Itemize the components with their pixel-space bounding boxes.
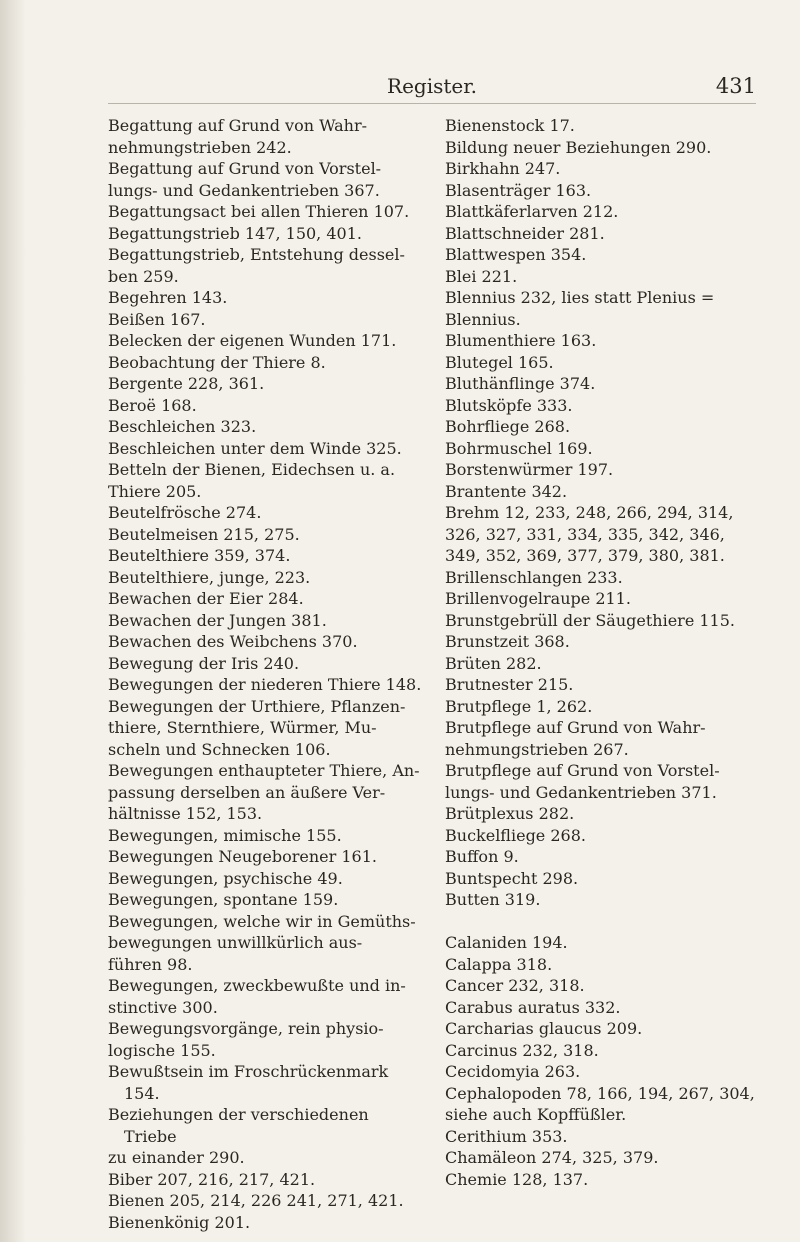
index-entry-line: Brutpflege 1, 262. [445, 696, 593, 716]
index-entry [445, 932, 761, 954]
index-entry [108, 889, 424, 911]
index-entry [445, 1040, 761, 1062]
index-entry-line [461, 911, 761, 933]
index-entry-line: Brillenvogelraupe 211. [445, 589, 631, 608]
index-entry-line: Bienen 205, 214, 226 241, 271, 421. [108, 1191, 404, 1210]
index-entry [445, 717, 761, 760]
index-entry [108, 846, 424, 868]
index-entry-line: Birkhahn 247. [445, 159, 561, 178]
index-entry [445, 567, 761, 589]
index-entry-line: Brutpflege auf Grund von Wahr- [445, 718, 706, 737]
index-entry [108, 588, 424, 610]
index-entry [108, 1061, 424, 1104]
index-entry [445, 1147, 761, 1169]
index-entry-line: Carcinus 232, 318. [445, 1040, 599, 1060]
index-entry-line: Bewegungen, mimische 155. [108, 825, 342, 845]
index-entry-line: Brantente 342. [445, 481, 568, 501]
index-entry [108, 975, 424, 1018]
index-entry-line: Blennius. [445, 309, 521, 329]
index-entry [445, 459, 761, 481]
index-entry-line: Beißen 167. [108, 309, 206, 329]
index-column-left [108, 115, 424, 1233]
index-entry-line: Brillenschlangen 233. [445, 567, 623, 587]
index-entry-line: lungs- und Gedankentrieben 371. [445, 782, 717, 802]
index-entry [108, 545, 424, 567]
index-entry [108, 524, 424, 546]
index-entry-line: Bewegungen, spontane 159. [108, 890, 339, 909]
index-entry [108, 352, 424, 374]
index-entry [445, 287, 761, 330]
index-entry [445, 158, 761, 180]
running-head: Register. [387, 74, 477, 98]
index-entry [108, 309, 424, 331]
index-entry-line: nehmungstrieben 242. [108, 137, 292, 157]
index-entry-line: lungs- und Gedankentrieben 367. [108, 180, 380, 200]
index-entry [108, 610, 424, 632]
index-entry-line: stinctive 300. [108, 997, 218, 1017]
index-entry [445, 115, 761, 137]
index-entry [108, 825, 424, 847]
index-entry-line: Buntspecht 298. [445, 868, 579, 888]
index-entry [108, 911, 424, 976]
index-entry [445, 588, 761, 610]
index-entry [108, 223, 424, 245]
index-entry-line: hältnisse 152, 153. [108, 804, 263, 823]
index-entry-line: Bewegungen Neugeborener 161. [108, 847, 377, 866]
index-entry [445, 1061, 761, 1083]
index-entry-line: Chemie 128, 137. [445, 1169, 589, 1189]
index-entry-line: Beutelthiere 359, 374. [108, 546, 291, 565]
index-entry [445, 180, 761, 202]
index-entry-line: Brütplexus 282. [445, 804, 575, 823]
index-entry-line: Beschleichen 323. [108, 417, 257, 436]
index-entry-line: Blasenträger 163. [445, 180, 592, 200]
index-entry [108, 158, 424, 201]
index-entry [445, 954, 761, 976]
index-entry-line: bewegungen unwillkürlich aus- [108, 933, 363, 952]
index-entry [445, 610, 761, 632]
index-entry [108, 287, 424, 309]
index-entry-line: Beziehungen der verschiedenen Triebe [108, 1105, 369, 1146]
index-entry-line: Beroë 168. [108, 395, 197, 415]
index-entry-line: Bewachen der Eier 284. [108, 589, 304, 608]
index-entry-line: führen 98. [108, 954, 193, 974]
index-entry [445, 1169, 761, 1191]
index-entry-line: Blattschneider 281. [445, 223, 605, 243]
index-entry-line: logische 155. [108, 1040, 216, 1060]
index-entry-line: Biber 207, 216, 217, 421. [108, 1169, 316, 1189]
index-entry-line: Bluthänflinge 374. [445, 374, 596, 393]
index-entry [445, 911, 761, 933]
index-entry [445, 1126, 761, 1148]
index-entry-line: 349, 352, 369, 377, 379, 380, 381. [445, 546, 725, 565]
index-entry-line: Bergente 228, 361. [108, 374, 265, 393]
index-entry-line: Borstenwürmer 197. [445, 460, 614, 479]
index-entry [445, 137, 761, 159]
index-entry-line: Begattungstrieb, Entstehung dessel- [108, 245, 405, 264]
index-entry-line: passung derselben an äußere Ver- [108, 782, 386, 802]
index-entry-line: Calappa 318. [445, 954, 553, 974]
index-entry [108, 115, 424, 158]
index-entry [445, 846, 761, 868]
index-entry-line: Bewegungen, zweckbewußte und in- [108, 976, 406, 995]
index-entry [445, 201, 761, 223]
index-entry [108, 201, 424, 223]
index-entry [108, 1104, 424, 1169]
index-entry [445, 502, 761, 567]
index-entry [445, 266, 761, 288]
index-entry-line: Beobachtung der Thiere 8. [108, 352, 326, 372]
index-entry-line: Bohrmuschel 169. [445, 438, 593, 458]
index-entry [108, 1212, 424, 1234]
index-entry [445, 1018, 761, 1040]
index-entry-line: Beutelthiere, junge, 223. [108, 567, 311, 587]
index-entry [108, 1169, 424, 1191]
index-entry-line: Brutpflege auf Grund von Vorstel- [445, 761, 720, 780]
index-entry-line: Blennius 232, lies statt Plenius = [445, 288, 715, 307]
index-entry [108, 330, 424, 352]
index-entry-line: Begattungstrieb 147, 150, 401. [108, 223, 362, 243]
index-entry-line: Bewachen der Jungen 381. [108, 610, 327, 630]
index-entry-line: Cerithium 353. [445, 1126, 568, 1146]
page-number: 431 [715, 74, 756, 98]
index-entry-line: Blei 221. [445, 266, 518, 286]
index-entry-line: Chamäleon 274, 325, 379. [445, 1148, 659, 1167]
index-entry-line: Cecidomyia 263. [445, 1062, 581, 1081]
index-entry [445, 997, 761, 1019]
index-entry-line: zu einander 290. [108, 1148, 245, 1167]
index-entry-line: Butten 319. [445, 890, 541, 909]
index-entry-line: Beutelfrösche 274. [108, 503, 262, 522]
index-entry-line: Thiere 205. [108, 481, 202, 501]
index-entry-line: Brunstzeit 368. [445, 632, 570, 651]
index-entry [445, 395, 761, 417]
index-entry [445, 803, 761, 825]
index-entry-line: Brutnester 215. [445, 675, 574, 694]
index-column-right [445, 115, 761, 1190]
index-entry-line: Buckelfliege 268. [445, 825, 586, 845]
index-entry-line: Belecken der eigenen Wunden 171. [108, 331, 397, 350]
index-entry [108, 395, 424, 417]
index-entry [445, 975, 761, 997]
index-entry-line: Bewegungen, psychische 49. [108, 868, 343, 888]
index-entry-line: Bienenstock 17. [445, 116, 575, 135]
index-entry [445, 868, 761, 890]
index-entry [108, 1190, 424, 1212]
index-entry-line: Buffon 9. [445, 847, 519, 866]
index-entry-line: Blumenthiere 163. [445, 331, 597, 350]
index-entry-line: 326, 327, 331, 334, 335, 342, 346, [445, 524, 725, 544]
index-entry-line: Bewegungen der Urthiere, Pflanzen- [108, 696, 406, 716]
index-entry [108, 416, 424, 438]
index-entry [108, 631, 424, 653]
index-entry [445, 330, 761, 352]
index-entry-line: Begattung auf Grund von Wahr- [108, 116, 368, 135]
index-entry [445, 760, 761, 803]
index-entry-line: Begattungsact bei allen Thieren 107. [108, 202, 410, 221]
index-entry [108, 438, 424, 460]
index-entry [445, 481, 761, 503]
index-entry-line: Bohrfliege 268. [445, 417, 571, 436]
index-entry [445, 352, 761, 374]
index-entry [445, 416, 761, 438]
index-entry [445, 373, 761, 395]
index-entry-line: Begattung auf Grund von Vorstel- [108, 159, 382, 178]
index-entry-line: Cancer 232, 318. [445, 976, 585, 995]
index-entry [445, 1083, 761, 1126]
index-entry [108, 653, 424, 675]
index-entry [108, 1018, 424, 1061]
page-header [108, 74, 756, 104]
index-entry-line: Bewachen des Weibchens 370. [108, 632, 358, 651]
header-rule [108, 103, 756, 104]
index-entry-line: Begehren 143. [108, 288, 228, 307]
index-entry [445, 889, 761, 911]
index-entry-line: Bienenkönig 201. [108, 1212, 251, 1232]
index-entry [108, 567, 424, 589]
index-entry-line: Brunstgebrüll der Säugethiere 115. [445, 610, 735, 630]
page-edge-shadow [0, 0, 26, 1242]
index-entry-line: siehe auch Kopffüßler. [445, 1105, 627, 1124]
index-entry-line: Brehm 12, 233, 248, 266, 294, 314, [445, 503, 734, 522]
index-entry [108, 868, 424, 890]
index-entry-line: Carabus auratus 332. [445, 997, 621, 1017]
index-entry-line: Bewegungsvorgänge, rein physio- [108, 1019, 384, 1038]
index-entry-line: Beschleichen unter dem Winde 325. [108, 438, 402, 458]
index-entry-line: Calaniden 194. [445, 933, 568, 952]
index-entry [445, 631, 761, 653]
index-entry-line: Bewegung der Iris 240. [108, 653, 300, 673]
index-entry [108, 459, 424, 502]
index-entry-line: Bildung neuer Beziehungen 290. [445, 137, 712, 157]
index-entry [108, 674, 424, 696]
index-entry-line: Blutsköpfe 333. [445, 395, 573, 415]
index-entry [108, 696, 424, 761]
index-entry-line: Bewegungen, welche wir in Gemüths- [108, 911, 416, 931]
index-entry-line: Blutegel 165. [445, 352, 554, 372]
index-entry [108, 373, 424, 395]
index-entry [445, 825, 761, 847]
index-entry [108, 760, 424, 825]
index-entry [445, 674, 761, 696]
index-entry [445, 696, 761, 718]
index-entry-line: Beutelmeisen 215, 275. [108, 524, 300, 544]
index-entry-line: ben 259. [108, 266, 179, 286]
index-entry-line: Blattkäferlarven 212. [445, 202, 619, 221]
index-entry-line: Bewußtsein im Froschrückenmark 154. [108, 1062, 389, 1103]
index-entry [445, 223, 761, 245]
index-entry-line: Carcharias glaucus 209. [445, 1019, 643, 1038]
index-entry-line: Betteln der Bienen, Eidechsen u. a. [108, 460, 396, 479]
index-entry-line: Blattwespen 354. [445, 245, 587, 264]
index-entry [445, 438, 761, 460]
index-entry-line: Bewegungen enthaupteter Thiere, An- [108, 761, 420, 780]
index-entry-line: nehmungstrieben 267. [445, 739, 629, 759]
index-entry-line: thiere, Sternthiere, Würmer, Mu- [108, 718, 377, 737]
index-entry [108, 244, 424, 287]
index-entry-line: scheln und Schnecken 106. [108, 739, 331, 759]
index-entry [445, 653, 761, 675]
index-entry-line: Cephalopoden 78, 166, 194, 267, 304, [445, 1083, 755, 1103]
index-entry [108, 502, 424, 524]
index-entry-line: Bewegungen der niederen Thiere 148. [108, 675, 422, 694]
index-entry-line: Brüten 282. [445, 653, 542, 673]
index-entry [445, 244, 761, 266]
